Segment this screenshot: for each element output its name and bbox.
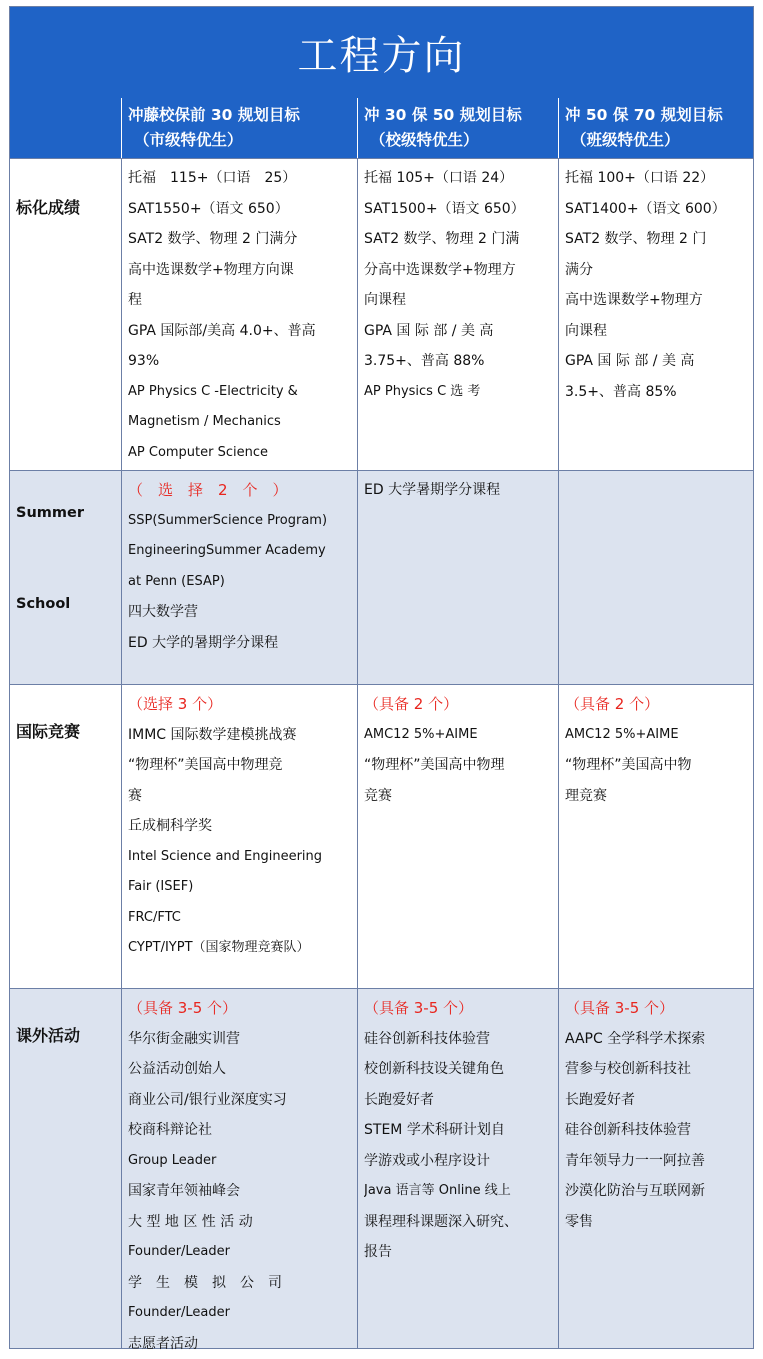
- cell-heading: （具备 2 个）: [565, 689, 749, 720]
- cell-line: 华尔街金融实训营: [128, 1024, 353, 1055]
- cell-activities-top50: [357, 989, 558, 1348]
- cell-line: EngineeringSummer Academy: [128, 536, 353, 567]
- cell-line: 竞赛: [364, 781, 554, 812]
- cell-line: SAT1500+（语文 650）: [364, 194, 554, 225]
- cell-line: 学游戏或小程序设计: [364, 1146, 554, 1177]
- row-label-test-scores: 标化成绩: [16, 195, 80, 218]
- cell-line: 大 型 地 区 性 活 动: [128, 1207, 353, 1238]
- cell-line: 长跑爱好者: [364, 1085, 554, 1116]
- page-title: 工程方向: [298, 24, 466, 81]
- header-top70: [558, 98, 753, 158]
- cell-summer-top30: [121, 471, 357, 684]
- header-top50-goal: 冲 30 保 50 规划目标: [364, 103, 554, 128]
- cell-line: “物理杯”美国高中物理竞: [128, 750, 353, 781]
- cell-line: FRC/FTC: [128, 903, 353, 934]
- cell-line: Intel Science and Engineering: [128, 842, 353, 873]
- cell-heading: （具备 2 个）: [364, 689, 554, 720]
- cell-line: 志愿者活动: [128, 1329, 353, 1359]
- cell-summer-top70: [558, 471, 753, 684]
- row-label-school: School: [16, 596, 70, 612]
- cell-line: 商业公司/银行业深度实习: [128, 1085, 353, 1116]
- cell-activities-top30: [121, 989, 357, 1348]
- cell-line: 硅谷创新科技体验营: [364, 1024, 554, 1055]
- cell-line: 托福 115+（口语 25）: [128, 163, 353, 194]
- cell-heading: （具备 3-5 个）: [364, 993, 554, 1024]
- cell-line: 满分: [565, 255, 749, 286]
- cell-competitions-top70: [558, 685, 753, 988]
- row-competitions: [10, 684, 753, 988]
- cell-line: SAT2 数学、物理 2 门满: [364, 224, 554, 255]
- cell-line: 校商科辩论社: [128, 1115, 353, 1146]
- cell-line: AP Physics C -Electricity &: [128, 377, 353, 408]
- cell-line: 沙漠化防治与互联网新: [565, 1176, 749, 1207]
- column-header-row: [10, 98, 753, 158]
- cell-line: IMMC 国际数学建模挑战赛: [128, 720, 353, 751]
- cell-heading: （选择 3 个）: [128, 689, 353, 720]
- cell-line: Magnetism / Mechanics: [128, 407, 353, 438]
- cell-line: 公益活动创始人: [128, 1054, 353, 1085]
- cell-line: 校创新科技设关键角色: [364, 1054, 554, 1085]
- cell-line: GPA 国 际 部 / 美 高: [565, 346, 749, 377]
- cell-line: Java 语言等 Online 线上: [364, 1176, 554, 1207]
- header-top70-level: （班级特优生）: [565, 128, 749, 153]
- cell-line: 国家青年领袖峰会: [128, 1176, 353, 1207]
- row-label-activities: 课外活动: [16, 1023, 80, 1046]
- cell-line: 93%: [128, 346, 353, 377]
- cell-line: 高中选课数学+物理方: [565, 285, 749, 316]
- cell-line: SSP(SummerScience Program): [128, 506, 353, 537]
- row-summer-school: [10, 470, 753, 684]
- cell-line: 托福 105+（口语 24）: [364, 163, 554, 194]
- cell-line: 营参与校创新科技社: [565, 1054, 749, 1085]
- cell-line: 硅谷创新科技体验营: [565, 1115, 749, 1146]
- cell-line: Group Leader: [128, 1146, 353, 1177]
- row-label-competitions: 国际竞赛: [16, 719, 80, 742]
- cell-line: 报告: [364, 1237, 554, 1268]
- cell-test-scores-top70: [558, 159, 753, 470]
- cell-line: SAT2 数学、物理 2 门: [565, 224, 749, 255]
- cell-line: ED 大学暑期学分课程: [364, 475, 554, 506]
- cell-line: AMC12 5%+AIME: [364, 720, 554, 751]
- title-banner: [10, 7, 753, 98]
- header-top70-goal: 冲 50 保 70 规划目标: [565, 103, 749, 128]
- cell-line: ED 大学的暑期学分课程: [128, 628, 353, 659]
- cell-line: GPA 国际部/美高 4.0+、普高: [128, 316, 353, 347]
- cell-line: Founder/Leader: [128, 1237, 353, 1268]
- cell-line: GPA 国 际 部 / 美 高: [364, 316, 554, 347]
- header-top50-level: （校级特优生）: [364, 128, 554, 153]
- row-label-summer: Summer: [16, 505, 84, 521]
- cell-test-scores-top30: [121, 159, 357, 470]
- header-top50: [357, 98, 558, 158]
- header-top30-level: （市级特优生）: [128, 128, 353, 153]
- cell-line: 3.5+、普高 85%: [565, 377, 749, 408]
- cell-line: AP Computer Science: [128, 438, 353, 469]
- cell-line: 零售: [565, 1207, 749, 1238]
- cell-line: 四大数学营: [128, 597, 353, 628]
- cell-line: 程: [128, 285, 353, 316]
- cell-line: 托福 100+（口语 22）: [565, 163, 749, 194]
- cell-activities-top70: [558, 989, 753, 1348]
- cell-line: 赛: [128, 781, 353, 812]
- cell-line: 长跑爱好者: [565, 1085, 749, 1116]
- cell-line: 理竞赛: [565, 781, 749, 812]
- cell-summer-top50: [357, 471, 558, 684]
- cell-line: 丘成桐科学奖: [128, 811, 353, 842]
- cell-line: Founder/Leader: [128, 1298, 353, 1329]
- cell-line: 分高中选课数学+物理方: [364, 255, 554, 286]
- cell-line: AAPC 全学科学术探索: [565, 1024, 749, 1055]
- planning-table: [9, 6, 754, 1349]
- cell-line: 向课程: [364, 285, 554, 316]
- header-blank: [10, 98, 121, 158]
- cell-competitions-top30: [121, 685, 357, 988]
- cell-heading: （具备 3-5 个）: [565, 993, 749, 1024]
- cell-line: 高中选课数学+物理方向课: [128, 255, 353, 286]
- cell-line: 3.75+、普高 88%: [364, 346, 554, 377]
- cell-line: SAT1400+（语文 600）: [565, 194, 749, 225]
- header-top30: [121, 98, 357, 158]
- cell-line: CYPT/IYPT（国家物理竞赛队）: [128, 933, 353, 964]
- cell-line: 青年领导力一一阿拉善: [565, 1146, 749, 1177]
- cell-line: 课程理科课题深入研究、: [364, 1207, 554, 1238]
- cell-heading: （ 选 择 2 个 ）: [128, 475, 353, 506]
- row-test-scores: [10, 158, 753, 470]
- cell-line: SAT1550+（语文 650）: [128, 194, 353, 225]
- cell-heading: （具备 3-5 个）: [128, 993, 353, 1024]
- cell-test-scores-top50: [357, 159, 558, 470]
- cell-line: STEM 学术科研计划自: [364, 1115, 554, 1146]
- cell-line: SAT2 数学、物理 2 门满分: [128, 224, 353, 255]
- cell-line: 学 生 模 拟 公 司: [128, 1268, 353, 1299]
- cell-line: “物理杯”美国高中物: [565, 750, 749, 781]
- cell-line: “物理杯”美国高中物理: [364, 750, 554, 781]
- header-top30-goal: 冲藤校保前 30 规划目标: [128, 103, 353, 128]
- cell-line: at Penn (ESAP): [128, 567, 353, 598]
- cell-line: Fair (ISEF): [128, 872, 353, 903]
- row-activities: [10, 988, 753, 1348]
- cell-line: AP Physics C 选 考: [364, 377, 554, 408]
- cell-line: 向课程: [565, 316, 749, 347]
- cell-line: AMC12 5%+AIME: [565, 720, 749, 751]
- cell-competitions-top50: [357, 685, 558, 988]
